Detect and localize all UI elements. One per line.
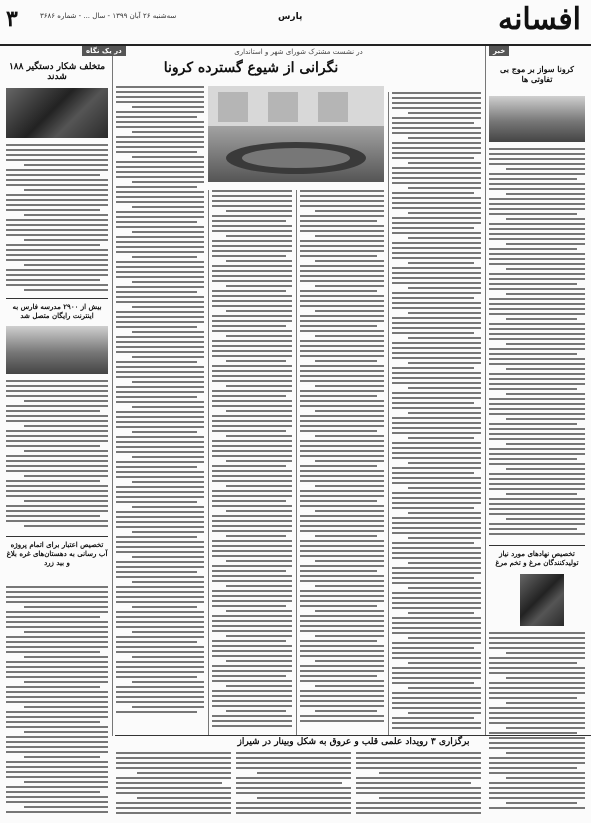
- left-article-body: [6, 586, 108, 816]
- column-rule: [296, 190, 297, 735]
- center-headline: نگرانی از شیوع گسترده کرونا: [163, 60, 339, 76]
- column-rule: [388, 92, 389, 735]
- left-article-body: [6, 144, 108, 294]
- page-header: [0, 0, 591, 46]
- center-kicker: در نشست مشترک شورای شهر و استانداری: [234, 48, 363, 56]
- left-top-headline: ۱۸۸ متخلف شکار دستگیر شدند: [8, 62, 106, 82]
- hunting-photo: [6, 88, 108, 138]
- crowd-photo: [489, 96, 585, 142]
- right-top-headline: کرونا سواز بر موج بی تفاوتی ها: [500, 64, 574, 84]
- center-article-body: [212, 190, 292, 732]
- left-article-body: [6, 380, 108, 532]
- council-meeting-photo: [208, 86, 384, 182]
- official-portrait-photo: [520, 574, 564, 626]
- center-article-body: [392, 92, 481, 732]
- column-rule: [485, 46, 486, 736]
- bottom-headline: برگزاری ۳ رویداد علمی قلب و عروق به شکل وبینار در شیراز: [237, 737, 470, 747]
- center-article-body: [116, 86, 204, 732]
- divider: [6, 298, 108, 299]
- left-lower-headline: تخصیص اعتبار برای اتمام پروژه آب رسانی به دهستان‌های غره بلاغ و بید زرد: [6, 540, 108, 567]
- classroom-photo: [6, 326, 108, 374]
- right-lower-headline: تخصیص نهادهای مورد نیاز تولیدکنندگان مرغ و تخم مرغ: [495, 549, 579, 567]
- right-column-tag: خبر: [489, 46, 509, 56]
- column-rule: [112, 46, 113, 736]
- divider: [6, 536, 108, 537]
- bottom-article-body: [236, 752, 351, 818]
- divider: [489, 545, 585, 546]
- bottom-article-body: [116, 752, 231, 818]
- right-article-body: [489, 148, 585, 540]
- newspaper-logo: افسانه: [497, 2, 581, 37]
- column-rule: [208, 190, 209, 735]
- page-number: ۳: [6, 6, 18, 32]
- left-middle-headline: بیش از ۲۹۰۰ مدرسه فارس به اینترنت رایگان متصل شد: [12, 302, 102, 320]
- left-column-tag: در یک نگاه: [82, 46, 126, 56]
- bottom-article-body: [356, 752, 481, 818]
- center-article-body: [300, 190, 384, 732]
- section-title: پارس: [278, 12, 303, 22]
- date-line: سه‌شنبه ۲۶ آبان ۱۳۹۹ - سال ... - شماره ۳۶۸۶: [40, 12, 177, 20]
- right-article-body: [489, 632, 585, 816]
